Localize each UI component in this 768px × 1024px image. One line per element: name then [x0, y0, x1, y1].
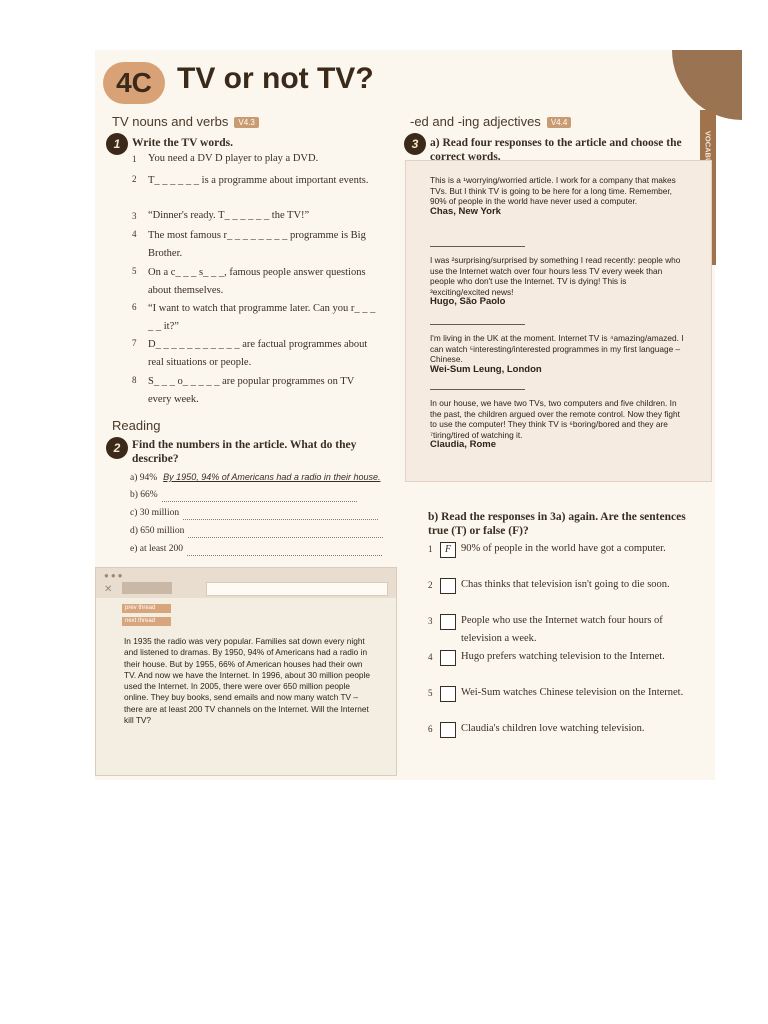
exercise-2-item: [130, 488, 395, 504]
item-text: Hugo prefers watching television to the Internet.: [461, 651, 665, 662]
next-thread-button[interactable]: next thread: [122, 617, 171, 626]
exercise-1-number: 1: [106, 133, 128, 155]
response-author: Chas, New York: [430, 205, 501, 217]
item-number: 8: [132, 375, 137, 385]
item-number: 5: [132, 266, 137, 276]
exercise-2-item: [130, 542, 395, 558]
true-false-item: [428, 684, 698, 720]
response-block: [430, 398, 685, 451]
exercise-1-item: [132, 336, 382, 368]
section3-heading: [410, 114, 571, 129]
article-text: In 1935 the radio was very popular. Families sat down every night and listened to dramas. By 1950, 94% of Americans had a radio in their house. But by 1955, 66% of American houses had their own TV. And now we have the Internet. In 1996, about 30 million people used the Internet. In 2005, there were over 650 million people online. They buy books, send emails and now many watch TV – there are at least 200 TV channels on the Internet. Will the Internet kill TV?: [124, 636, 371, 726]
response-text: I'm living in the UK at the moment. Internet TV is ⁴amazing/amazed. I can watch ⁵interesting/interested programmes in my first language – Chinese.: [430, 333, 684, 364]
item-number: 1: [428, 544, 433, 554]
item-text: S_ _ _ o_ _ _ _ _ are popular programmes on TV every week.: [148, 376, 355, 405]
item-number: 3: [132, 211, 137, 221]
section3-tag: V4.4: [547, 117, 571, 128]
response-block: [430, 175, 685, 217]
item-text: Claudia's children love watching television.: [461, 723, 645, 734]
address-bar[interactable]: [206, 582, 388, 596]
section1-tag: V4.3: [234, 117, 258, 128]
unit-badge: 4C: [103, 62, 165, 104]
item-number: 6: [132, 302, 137, 312]
response-text: In our house, we have two TVs, two computers and five children. In the past, the children argued over the remote control. Now they fight to use the computer! They think TV is ⁶boring/bored and they are ⁷tiring/tired of watching it.: [430, 398, 680, 440]
item-text: 90% of people in the world have got a computer.: [461, 543, 666, 554]
exercise-1-item: [132, 227, 382, 259]
item-label: d) 650 million: [130, 526, 185, 536]
exercise-3-number: 3: [404, 133, 426, 155]
true-false-item: [428, 720, 698, 756]
page-title: TV or not TV?: [177, 62, 374, 95]
close-icon[interactable]: ✕: [104, 584, 113, 595]
item-text: You need a DV D player to play a DVD.: [148, 153, 319, 164]
response-block: [430, 255, 685, 308]
exercise-2-item: [130, 470, 395, 486]
browser-toolbar: [96, 568, 396, 598]
exercise-1-item: [132, 152, 382, 170]
browser-window: [95, 567, 397, 776]
item-label: b) 66%: [130, 490, 158, 500]
item-label: a) 94%: [130, 473, 158, 483]
item-label: e) at least 200: [130, 544, 184, 554]
answer-line[interactable]: [187, 545, 382, 556]
prev-thread-button[interactable]: prev thread: [122, 604, 171, 613]
exercise-1-item: [132, 209, 382, 227]
true-false-item: [428, 612, 698, 648]
response-author: Hugo, São Paolo: [430, 296, 506, 307]
item-number: 2: [132, 174, 137, 184]
answer-line[interactable]: [183, 509, 378, 520]
answer-box[interactable]: F: [440, 542, 456, 558]
response-text: This is a ¹worrying/worried article. I work for a company that makes TVs. But I think TV is going to be here for a long time. Remember, 90% of people in the world have never used a computer.: [430, 175, 676, 206]
item-text: T_ _ _ _ _ _ is a programme about important events.: [148, 175, 369, 186]
reading-heading: Reading: [112, 418, 161, 433]
item-number: 5: [428, 688, 433, 698]
item-number: 4: [132, 229, 137, 239]
true-false-item: [428, 540, 698, 576]
item-number: 4: [428, 652, 433, 662]
exercise-2-number: 2: [106, 437, 128, 459]
answer-box[interactable]: [440, 578, 456, 594]
window-controls-icon[interactable]: ● ● ●: [104, 571, 123, 580]
response-divider: [430, 324, 525, 325]
item-number: 3: [428, 616, 433, 626]
item-answer[interactable]: By 1950, 94% of Americans had a radio in their house.: [163, 472, 381, 482]
item-text: D_ _ _ _ _ _ _ _ _ _ _ are factual programmes about real situations or people.: [148, 339, 368, 368]
true-false-item: [428, 576, 698, 612]
exercise-1-item: [132, 172, 382, 204]
answer-line[interactable]: [188, 527, 383, 538]
answer-box[interactable]: [440, 614, 456, 630]
nav-buttons-icon[interactable]: [122, 582, 172, 594]
exercise-3b-instruction: b) Read the responses in 3a) again. Are the sentences true (T) or false (F)?: [428, 511, 686, 537]
item-text: Chas thinks that television isn't going to die soon.: [461, 579, 670, 590]
response-author: Wei-Sum Leung, London: [430, 363, 542, 375]
item-number: 1: [132, 154, 137, 164]
item-label: c) 30 million: [130, 508, 180, 518]
exercise-3a-instruction: a) Read four responses to the article and choose the correct words.: [430, 137, 682, 163]
item-text: Wei-Sum watches Chinese television on the Internet.: [461, 687, 684, 698]
answer-box[interactable]: [440, 686, 456, 702]
response-author: Claudia, Rome: [430, 439, 496, 450]
section1-heading: [112, 114, 259, 129]
exercise-2-instruction: Find the numbers in the article. What do they describe?: [132, 439, 357, 465]
section3-heading-text: -ed and -ing adjectives: [410, 114, 541, 129]
section1-heading-text: TV nouns and verbs: [112, 114, 229, 129]
item-number: 7: [132, 338, 137, 348]
exercise-1-instruction: Write the TV words.: [132, 137, 233, 149]
response-divider: [430, 246, 525, 247]
exercise-2-item: [130, 506, 395, 522]
exercise-1-item: [132, 300, 382, 332]
answer-line[interactable]: [162, 491, 357, 502]
exercise-1-item: [132, 264, 382, 296]
exercise-2-item: [130, 524, 395, 540]
response-text: I was ²surprising/surprised by something I read recently: people who use the Internet watch over four hours less TV every week than people who don't use the Internet. TV is dying! This is ³exciting/excited news!: [430, 255, 681, 297]
exercise-1-item: [132, 373, 382, 405]
item-text: “I want to watch that programme later. Can you r_ _ _ _ _ it?”: [148, 303, 376, 332]
item-number: 6: [428, 724, 433, 734]
answer-box[interactable]: [440, 722, 456, 738]
answer-box[interactable]: [440, 650, 456, 666]
item-number: 2: [428, 580, 433, 590]
response-block: [430, 333, 685, 375]
item-text: People who use the Internet watch four hours of television a week.: [461, 615, 663, 644]
item-text: On a c_ _ _ s_ _ _, famous people answer questions about themselves.: [148, 267, 366, 296]
response-divider: [430, 389, 525, 390]
item-text: The most famous r_ _ _ _ _ _ _ _ programme is Big Brother.: [148, 230, 366, 259]
true-false-item: [428, 648, 698, 684]
item-text: “Dinner's ready. T_ _ _ _ _ _ the TV!”: [148, 210, 310, 221]
